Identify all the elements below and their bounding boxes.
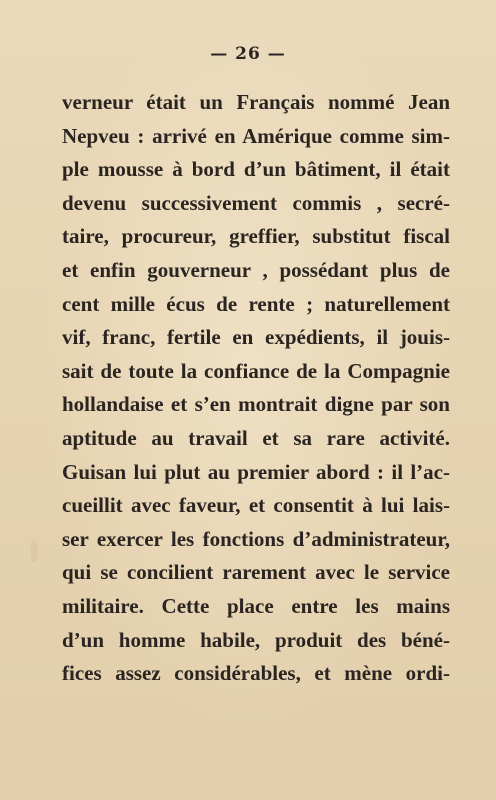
text-line: ple mousse à bord d’un bâtiment, il était — [62, 157, 450, 182]
text-line: verneur était un Français nommé Jean — [62, 90, 450, 114]
body-text — [62, 86, 450, 691]
text-line: et enfin gouverneur , possédant plus de — [62, 257, 450, 282]
text-line: fices assez considérables, et mène ordi- — [62, 661, 450, 686]
text-line: aptitude au travail et sa rare activité. — [62, 425, 450, 450]
text-line: Nepveu : arrivé en Amérique comme sim- — [62, 123, 450, 148]
text-line: cent mille écus de rente ; naturellement — [62, 291, 450, 316]
paper-stain — [30, 540, 38, 562]
text-line: sait de toute la confiance de la Compagnie — [62, 358, 450, 383]
text-line: Guisan lui plut au premier abord : il l’ac- — [62, 459, 450, 484]
text-line: qui se concilient rarement avec le service — [62, 560, 450, 585]
text-line: ser exercer les fonctions d’administrateur, — [62, 526, 450, 551]
text-line: militaire. Cette place entre les mains — [62, 593, 450, 618]
text-line: taire, procureur, greffier, substitut fiscal — [62, 224, 450, 249]
text-line: hollandaise et s’en montrait digne par son — [62, 392, 450, 417]
text-line: cueillit avec faveur, et consentit à lui lais- — [62, 493, 450, 518]
text-line: d’un homme habile, produit des béné- — [62, 627, 450, 652]
text-line: vif, franc, fertile en expédients, il jouis- — [62, 325, 450, 350]
text-line: devenu successivement commis , secré- — [62, 190, 450, 215]
page-number: — 26 — — [210, 44, 286, 64]
